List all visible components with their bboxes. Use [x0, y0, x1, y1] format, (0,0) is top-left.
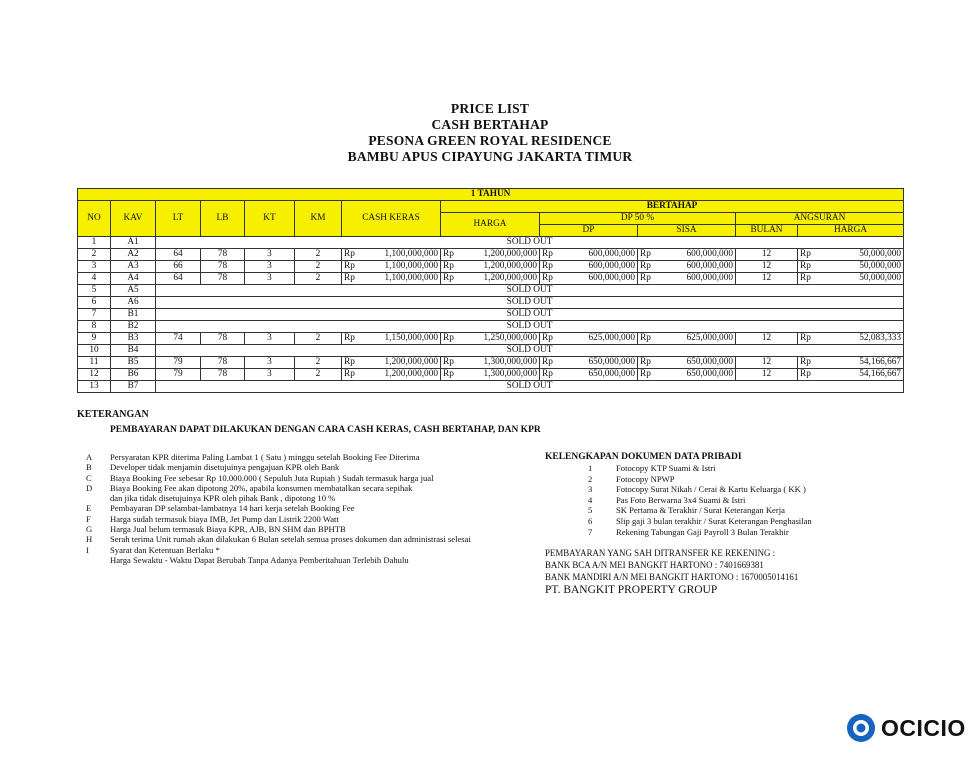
dokumen-item: [588, 505, 812, 516]
col-bulan: BULAN: [736, 225, 798, 237]
dokumen-number: 5: [588, 505, 593, 516]
cell-kav: A4: [111, 273, 156, 285]
dokumen-number: 4: [588, 494, 593, 505]
cell-bulan: 12: [736, 369, 798, 381]
cell-currency: Rp: [798, 333, 813, 345]
cell-dp: 600,000,000: [555, 249, 638, 261]
table-row: [78, 249, 904, 261]
cell-currency: Rp: [342, 273, 357, 285]
cell-bulan: 12: [736, 273, 798, 285]
dokumen-item: [588, 516, 812, 527]
cell-lt: 64: [156, 273, 201, 285]
cell-sisa: 650,000,000: [653, 357, 736, 369]
cell-kav: B5: [111, 357, 156, 369]
col-lb: LB: [201, 201, 245, 237]
title-line-1: PRICE LIST: [450, 101, 530, 116]
cell-currency: Rp: [342, 261, 357, 273]
cell-kav: B7: [111, 381, 156, 393]
cell-kav: B4: [111, 345, 156, 357]
cell-lt: 74: [156, 333, 201, 345]
cell-no: 8: [78, 321, 111, 333]
dokumen-text: Fotocopy KTP Suami & Istri: [616, 463, 716, 473]
note-letter: A: [86, 452, 93, 462]
cell-currency: Rp: [798, 369, 813, 381]
note-item: [86, 483, 471, 493]
cell-dp: 650,000,000: [555, 357, 638, 369]
cell-harga: 1,200,000,000: [456, 273, 540, 285]
cell-kt: 3: [245, 333, 295, 345]
table-row: [78, 273, 904, 285]
dokumen-item: [588, 495, 812, 506]
dokumen-item: [588, 484, 812, 495]
note-text: Harga sudah termasuk biaya IMB, Jet Pump dan Listrik 2200 Watt: [110, 513, 339, 524]
period-header: 1 TAHUN: [78, 189, 904, 201]
table-row: [78, 297, 904, 309]
cell-sisa: 600,000,000: [653, 261, 736, 273]
note-letter: C: [86, 472, 92, 483]
dokumen-text: SK Pertama & Terakhir / Surat Keterangan Kerja: [616, 505, 785, 516]
cell-currency: Rp: [441, 333, 456, 345]
cell-lt: 64: [156, 249, 201, 261]
note-text: dan jika tidak disetujuinya KPR oleh pihak Bank , dipotong 10 %: [110, 493, 336, 504]
cell-dp: 650,000,000: [555, 369, 638, 381]
note-item: [86, 545, 471, 555]
cell-km: 2: [295, 357, 342, 369]
dokumen-text: Pas Foto Berwarna 3x4 Suami & Istri: [616, 494, 746, 505]
price-table-body: [78, 237, 904, 393]
company-name: PT. BANGKIT PROPERTY GROUP: [545, 584, 718, 596]
note-letter: I: [86, 544, 89, 555]
table-row: [78, 345, 904, 357]
cell-kt: 3: [245, 249, 295, 261]
col-sisa: SISA: [638, 225, 736, 237]
bertahap-header: BERTAHAP: [441, 201, 904, 213]
cell-kt: 3: [245, 261, 295, 273]
cell-currency: Rp: [540, 369, 555, 381]
cell-no: 12: [78, 369, 111, 381]
cell-no: 13: [78, 381, 111, 393]
col-cash-keras: CASH KERAS: [342, 201, 441, 237]
cell-sold-out: SOLD OUT: [156, 309, 904, 321]
col-no: NO: [78, 201, 111, 237]
bank-mandiri: BANK MANDIRI A/N MEI BANGKIT HARTONO : 1670005014161: [545, 572, 799, 582]
col-kt: KT: [245, 201, 295, 237]
dokumen-text: Fotocopy NPWP: [616, 473, 675, 484]
dokumen-item: [588, 474, 812, 485]
dokumen-number: 6: [588, 515, 593, 526]
title-block: [0, 101, 980, 165]
cell-currency: Rp: [441, 273, 456, 285]
col-kav: KAV: [111, 201, 156, 237]
note-letter: F: [86, 513, 91, 524]
table-row: [78, 333, 904, 345]
cell-cash-keras: 1,100,000,000: [357, 273, 441, 285]
dokumen-item: [588, 463, 812, 474]
cell-lb: 78: [201, 273, 245, 285]
price-table: [77, 188, 904, 393]
cell-currency: Rp: [540, 273, 555, 285]
table-row: [78, 237, 904, 249]
cell-kav: A3: [111, 261, 156, 273]
cell-angsuran: 52,083,333: [813, 333, 904, 345]
keterangan-subtitle: PEMBAYARAN DAPAT DILAKUKAN DENGAN CARA CASH KERAS, CASH BERTAHAP, DAN KPR: [110, 425, 541, 435]
table-row: [78, 309, 904, 321]
cell-no: 1: [78, 237, 111, 249]
angsuran-header: ANGSURAN: [736, 213, 904, 225]
title-line-2: CASH BERTAHAP: [431, 117, 549, 132]
cell-lb: 78: [201, 357, 245, 369]
cell-currency: Rp: [441, 249, 456, 261]
note-letter: G: [86, 524, 93, 535]
note-item: [86, 524, 471, 534]
cell-currency: Rp: [798, 357, 813, 369]
watermark-text: OCICIO: [881, 714, 966, 741]
cell-harga: 1,300,000,000: [456, 369, 540, 381]
cell-currency: Rp: [638, 249, 653, 261]
cell-currency: Rp: [540, 249, 555, 261]
cell-currency: Rp: [638, 333, 653, 345]
cell-sisa: 600,000,000: [653, 273, 736, 285]
cell-no: 5: [78, 285, 111, 297]
note-letter: D: [86, 482, 93, 493]
dokumen-text: Slip gaji 3 bulan terakhir / Surat Keterangan Penghasilan: [616, 515, 812, 526]
notes-list: [86, 452, 471, 565]
note-item: [86, 452, 471, 462]
cell-cash-keras: 1,200,000,000: [357, 357, 441, 369]
cell-km: 2: [295, 261, 342, 273]
cell-kav: B3: [111, 333, 156, 345]
cell-km: 2: [295, 369, 342, 381]
cell-currency: Rp: [342, 249, 357, 261]
cell-dp: 600,000,000: [555, 261, 638, 273]
note-text: Syarat dan Ketentuan Berlaku *: [110, 544, 220, 555]
note-item: [86, 555, 471, 565]
note-letter: [86, 493, 110, 503]
table-row: [78, 369, 904, 381]
cell-currency: Rp: [798, 249, 813, 261]
cell-lt: 66: [156, 261, 201, 273]
table-row: [78, 321, 904, 333]
cell-lt: 79: [156, 357, 201, 369]
cell-bulan: 12: [736, 261, 798, 273]
cell-angsuran: 50,000,000: [813, 273, 904, 285]
cell-cash-keras: 1,100,000,000: [357, 261, 441, 273]
cell-angsuran: 54,166,667: [813, 369, 904, 381]
title-line-3: PESONA GREEN ROYAL RESIDENCE: [368, 133, 612, 148]
note-item: [86, 534, 471, 544]
cell-kav: A5: [111, 285, 156, 297]
cell-km: 2: [295, 249, 342, 261]
cell-sold-out: SOLD OUT: [156, 237, 904, 249]
cell-harga: 1,300,000,000: [456, 357, 540, 369]
cell-no: 10: [78, 345, 111, 357]
bank-bca: BANK BCA A/N MEI BANGKIT HARTONO : 7401669381: [545, 560, 764, 570]
note-item: [86, 514, 471, 524]
note-text: Pembayaran DP selambat-lambatnya 14 hari kerja setelah Booking Fee: [110, 503, 355, 514]
cell-sold-out: SOLD OUT: [156, 321, 904, 333]
cell-no: 3: [78, 261, 111, 273]
keterangan-title: KETERANGAN: [77, 409, 149, 420]
dokumen-number: 2: [588, 473, 593, 484]
watermark-logo: [846, 713, 966, 743]
cell-currency: Rp: [798, 261, 813, 273]
table-row: [78, 381, 904, 393]
cell-sisa: 625,000,000: [653, 333, 736, 345]
cell-no: 11: [78, 357, 111, 369]
cell-currency: Rp: [441, 261, 456, 273]
cell-sisa: 600,000,000: [653, 249, 736, 261]
note-letter: B: [86, 462, 92, 473]
cell-sold-out: SOLD OUT: [156, 381, 904, 393]
cell-sold-out: SOLD OUT: [156, 345, 904, 357]
col-km: KM: [295, 201, 342, 237]
note-text: Harga Sewaktu - Waktu Dapat Berubah Tanpa Adanya Pemberitahuan Terlebih Dahulu: [110, 554, 409, 565]
title-line-4: BAMBU APUS CIPAYUNG JAKARTA TIMUR: [347, 149, 633, 164]
note-text: Harga Jual belum termasuk Biaya KPR, AJB, BN SHM dan BPHTB: [110, 524, 346, 535]
cell-kav: A6: [111, 297, 156, 309]
cell-currency: Rp: [441, 369, 456, 381]
ocicio-logo-icon: [846, 713, 876, 743]
dokumen-list: [588, 463, 812, 537]
table-row: [78, 285, 904, 297]
cell-no: 7: [78, 309, 111, 321]
col-dp: DP: [540, 225, 638, 237]
cell-kav: B2: [111, 321, 156, 333]
note-item: [86, 473, 471, 483]
cell-lb: 78: [201, 369, 245, 381]
cell-no: 4: [78, 273, 111, 285]
cell-lb: 78: [201, 249, 245, 261]
cell-kav: B1: [111, 309, 156, 321]
cell-bulan: 12: [736, 249, 798, 261]
cell-currency: Rp: [540, 261, 555, 273]
cell-kav: A1: [111, 237, 156, 249]
cell-sold-out: SOLD OUT: [156, 285, 904, 297]
dokumen-item: [588, 527, 812, 538]
cell-no: 6: [78, 297, 111, 309]
col-lt: LT: [156, 201, 201, 237]
cell-kt: 3: [245, 369, 295, 381]
note-text: Biaya Booking Fee sebesar Rp 10.000.000 ( Sepuluh Juta Rupiah ) Sudah termasuk harga jual: [110, 472, 434, 483]
cell-sisa: 650,000,000: [653, 369, 736, 381]
cell-kt: 3: [245, 273, 295, 285]
note-letter: H: [86, 534, 93, 545]
cell-currency: Rp: [342, 357, 357, 369]
cell-harga: 1,200,000,000: [456, 261, 540, 273]
cell-angsuran: 50,000,000: [813, 249, 904, 261]
cell-harga: 1,200,000,000: [456, 249, 540, 261]
note-text: Biaya Booking Fee akan dipotong 20%, apabila konsumen membatalkan secara sepihak: [110, 482, 413, 493]
cell-cash-keras: 1,150,000,000: [357, 333, 441, 345]
table-row: [78, 261, 904, 273]
note-text: Serah terima Unit rumah akan dilakukan 6 Bulan setelah semua proses dokumen dan administrasi selesai: [110, 534, 471, 545]
dokumen-number: 3: [588, 484, 593, 495]
cell-dp: 600,000,000: [555, 273, 638, 285]
cell-currency: Rp: [638, 261, 653, 273]
cell-cash-keras: 1,100,000,000: [357, 249, 441, 261]
note-letter: E: [86, 503, 92, 514]
cell-lb: 78: [201, 261, 245, 273]
cell-lb: 78: [201, 333, 245, 345]
dp-group-header: DP 50 %: [540, 213, 736, 225]
note-item: [86, 503, 471, 513]
col-harga-angsuran: HARGA: [798, 225, 904, 237]
payment-title: PEMBAYARAN YANG SAH DITRANSFER KE REKENING :: [545, 548, 776, 558]
cell-no: 2: [78, 249, 111, 261]
cell-lt: 79: [156, 369, 201, 381]
cell-currency: Rp: [342, 369, 357, 381]
cell-currency: Rp: [540, 333, 555, 345]
cell-angsuran: 50,000,000: [813, 261, 904, 273]
table-row: [78, 357, 904, 369]
cell-harga: 1,250,000,000: [456, 333, 540, 345]
cell-kav: A2: [111, 249, 156, 261]
cell-angsuran: 54,166,667: [813, 357, 904, 369]
cell-currency: Rp: [638, 369, 653, 381]
col-harga: HARGA: [441, 213, 540, 237]
cell-currency: Rp: [638, 273, 653, 285]
cell-currency: Rp: [540, 357, 555, 369]
dokumen-number: 7: [588, 526, 593, 537]
cell-dp: 625,000,000: [555, 333, 638, 345]
note-item: [86, 462, 471, 472]
cell-currency: Rp: [798, 273, 813, 285]
note-letter: [86, 555, 110, 565]
note-item: [86, 493, 471, 503]
cell-kt: 3: [245, 357, 295, 369]
cell-cash-keras: 1,200,000,000: [357, 369, 441, 381]
cell-currency: Rp: [638, 357, 653, 369]
payment-info: [545, 547, 798, 583]
note-text: Developer tidak menjamin disetujuinya pengajuan KPR oleh Bank: [110, 462, 340, 473]
cell-kav: B6: [111, 369, 156, 381]
dokumen-text: Rekening Tabungan Gaji Payroll 3 Bulan Terakhir: [616, 526, 789, 537]
cell-km: 2: [295, 273, 342, 285]
cell-km: 2: [295, 333, 342, 345]
cell-bulan: 12: [736, 357, 798, 369]
cell-currency: Rp: [342, 333, 357, 345]
cell-sold-out: SOLD OUT: [156, 297, 904, 309]
dokumen-title: KELENGKAPAN DOKUMEN DATA PRIBADI: [545, 452, 742, 462]
cell-no: 9: [78, 333, 111, 345]
cell-bulan: 12: [736, 333, 798, 345]
cell-currency: Rp: [441, 357, 456, 369]
dokumen-text: Fotocopy Surat Nikah / Cerai & Kartu Keluarga ( KK ): [616, 484, 806, 495]
note-text: Persyaratan KPR diterima Paling Lambat 1 ( Satu ) minggu setelah Booking Fee Diterima: [110, 452, 420, 462]
dokumen-number: 1: [588, 463, 593, 473]
